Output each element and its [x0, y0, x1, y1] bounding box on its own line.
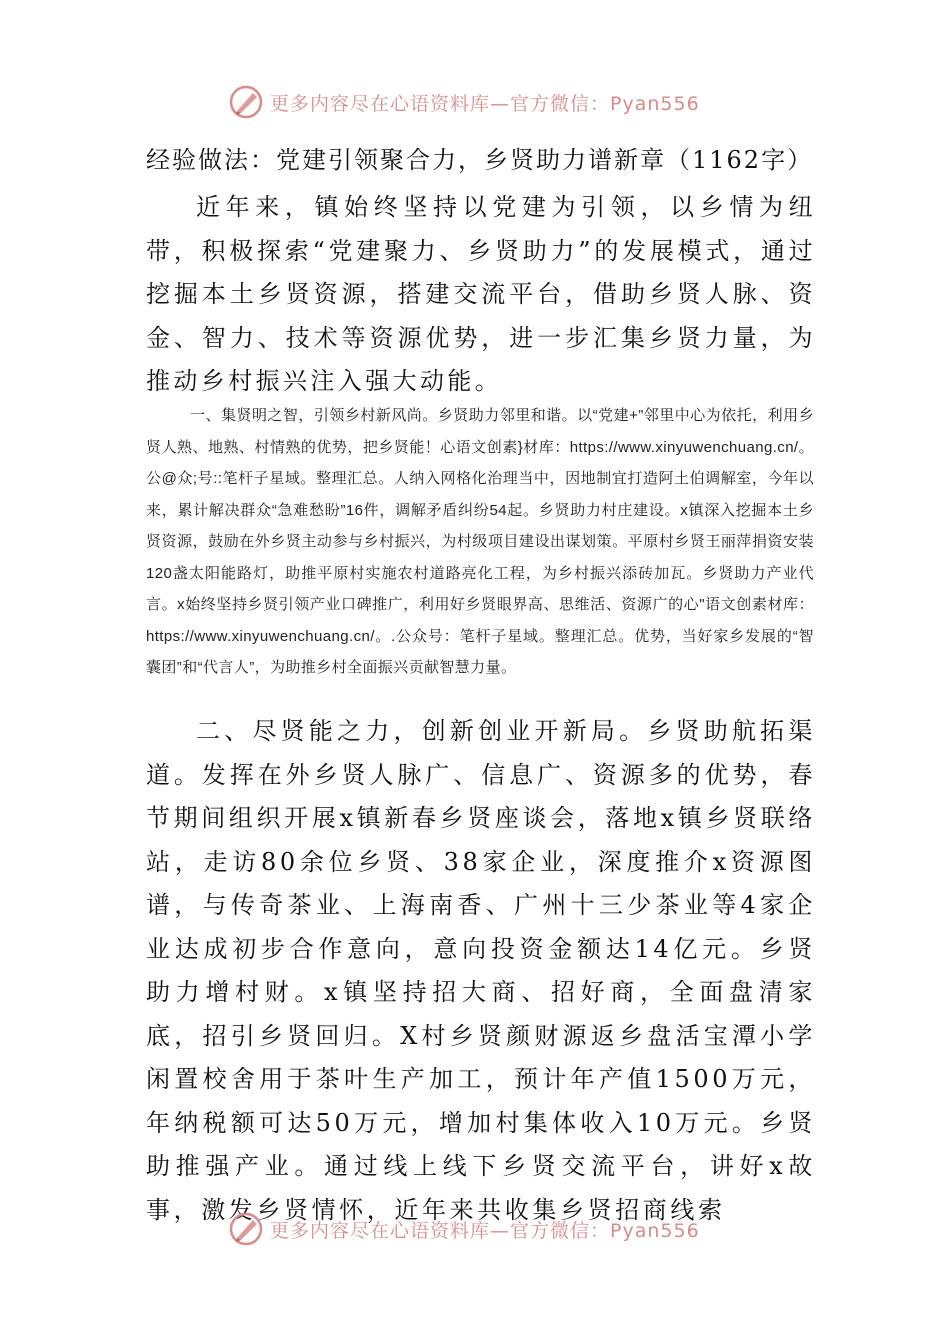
section-two-paragraph: 二、尽贤能之力，创新创业开新局。乡贤助航拓渠道。发挥在外乡贤人脉广、信息广、资源多的优势，春节期间组织开展x镇新春乡贤座谈会，落地x镇乡贤联络站，走访80余位乡贤、38家企业，深度推介x资源图谱，与传奇茶业、上海南香、广州十三少茶业等4家企业达成初步合作意向，意向投资金额达14亿元。乡贤助力增村财。x镇坚持招大商、招好商，全面盘清家底，招引乡贤回归。X村乡贤颜财源返乡盘活宝潭小学闲置校舍用于茶叶生产加工，预计年产值1500万元，年纳税额可达50万元，增加村集体收入10万元。乡贤助推强产业。通过线上线下乡贤交流平台，讲好x故事，激发乡贤情怀，近年来共收集乡贤招商线索 — [146, 717, 816, 1224]
section-one-paragraph: 一、集贤明之智，引领乡村新风尚。乡贤助力邻里和谐。以“党建+”邻里中心为依托，利用乡贤人熟、地熟、村情熟的优势，把乡贤能！心语文创素}材库：https://www.xinyuwenchuang.cn/。公@众;号::笔杆子星域。整理汇总。人纳入网格化治理当中，因地制宜打造阿土伯调解室，今年以来，累计解决群众“急难愁盼”16件，调解矛盾纠纷54起。乡贤助力村庄建设。x镇深入挖掘本土乡贤资源，鼓励在外乡贤主动参与乡村振兴，为村级项目建设出谋划策。平原村乡贤王丽萍捐资安装120盏太阳能路灯，助推平原村实施农村道路亮化工程，为乡村振兴添砖加瓦。乡贤助力产业代言。x始终坚持乡贤引领产业口碑推广，利用好乡贤眼界高、思维活、资源广的心"语文创素材库：https://www.xinyuwenchuang.cn/。.公众号：笔杆子星域。整理汇总。优势，当好家乡发展的“智囊团”和“代言人”，为助推乡村全面振兴贡献智慧力量。 — [146, 407, 814, 676]
watermark-text: 更多内容尽在心语资料库—官方微信：Pyan556 — [270, 1219, 700, 1242]
footer-watermark — [228, 1209, 748, 1249]
intro-paragraph: 近年来，镇始终坚持以党建为引领，以乡情为纽带，积极探索“党建聚力、乡贤助力”的发展模式，通过挖掘本土乡贤资源，搭建交流平台，借助乡贤人脉、资金、智力、技术等资源优势，进一步汇集乡贤力量，为推动乡村振兴注入强大动能。 — [146, 193, 816, 395]
watermark-text: 更多内容尽在心语资料库—官方微信：Pyan556 — [270, 92, 700, 115]
header-watermark — [228, 82, 748, 122]
document-title: 经验做法：党建引领聚合力，乡贤助力谱新章（1162字） — [146, 146, 814, 174]
pen-logo-icon — [228, 1211, 264, 1247]
pen-logo-icon — [228, 84, 264, 120]
